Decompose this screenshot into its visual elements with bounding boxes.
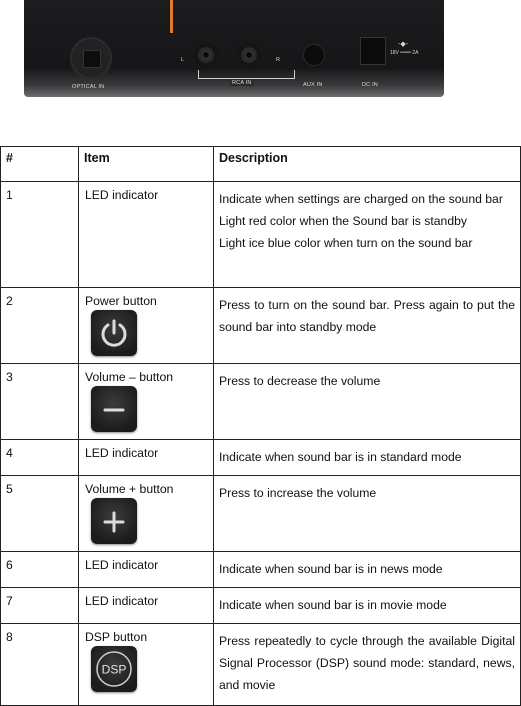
- row-description-line: Press repeatedly to cycle through the available Digital Signal Processor (DSP) sound mode: standard, news, and movie: [219, 634, 515, 692]
- row-description-line: Press to turn on the sound bar. Press again to put the sound bar into standby mode: [219, 298, 515, 334]
- row-item: Volume – button: [85, 370, 174, 384]
- dsp-icon: [91, 646, 137, 692]
- row-description-line: Light red color when the Sound bar is standby: [219, 214, 467, 228]
- aux-in-port: [304, 45, 324, 65]
- header-num: #: [1, 147, 79, 182]
- row-num: 3: [1, 364, 79, 440]
- header-description: Description: [214, 147, 521, 182]
- row-num: 2: [1, 288, 79, 364]
- power-icon: [91, 310, 137, 356]
- table-row: [1, 552, 521, 588]
- table-row: [1, 624, 521, 706]
- row-description-line: Indicate when sound bar is in news mode: [219, 562, 443, 576]
- row-num: 8: [1, 624, 79, 706]
- row-description-line: Indicate when settings are charged on the sound bar: [219, 192, 503, 206]
- rca-left-label: L: [181, 57, 185, 63]
- row-num: 6: [1, 552, 79, 588]
- row-description-line: Indicate when sound bar is in standard mode: [219, 450, 462, 464]
- row-num: 5: [1, 476, 79, 552]
- soundbar-rear-panel-photo: [24, 0, 444, 97]
- rca-left-port: [193, 42, 219, 68]
- header-item: Item: [79, 147, 214, 182]
- table-row: [1, 364, 521, 440]
- rca-in-label: RCA IN: [232, 80, 252, 86]
- row-num: 7: [1, 588, 79, 624]
- row-description-line: Press to decrease the volume: [219, 374, 381, 388]
- row-num: 1: [1, 182, 79, 288]
- row-item: Power button: [85, 294, 157, 308]
- row-description-line: Light ice blue color when turn on the sound bar: [219, 236, 473, 250]
- row-description-line: Press to increase the volume: [219, 486, 377, 500]
- aux-in-label: AUX IN: [303, 82, 323, 88]
- row-item: LED indicator: [85, 558, 159, 572]
- optical-in-port: [70, 37, 112, 79]
- row-num: 4: [1, 440, 79, 476]
- row-item: Volume + button: [85, 482, 174, 496]
- row-item: LED indicator: [85, 188, 159, 202]
- dc-polarity-icon: -◆-: [398, 41, 409, 48]
- callout-marker: [170, 0, 173, 33]
- row-item: DSP button: [85, 630, 148, 644]
- button-description-table: [0, 146, 521, 706]
- dsp-icon-text: DSP: [101, 662, 127, 677]
- table-row: [1, 476, 521, 552]
- rca-right-label: R: [276, 57, 281, 63]
- plus-icon: [91, 498, 137, 544]
- minus-icon: [91, 386, 137, 432]
- dc-in-label: DC IN: [362, 82, 378, 88]
- rca-right-port: [236, 42, 262, 68]
- table-row: [1, 588, 521, 624]
- rca-bracket: [198, 70, 295, 79]
- table-row: [1, 440, 521, 476]
- dc-spec-label: 18V ═══ 2A: [390, 50, 419, 56]
- row-item: LED indicator: [85, 594, 159, 608]
- dc-in-port: [360, 37, 386, 65]
- row-item: LED indicator: [85, 446, 159, 460]
- table-header-row: [1, 147, 521, 182]
- optical-in-label: OPTICAL IN: [72, 84, 105, 90]
- table-row: [1, 182, 521, 288]
- row-description-line: Indicate when sound bar is in movie mode: [219, 598, 447, 612]
- table-row: [1, 288, 521, 364]
